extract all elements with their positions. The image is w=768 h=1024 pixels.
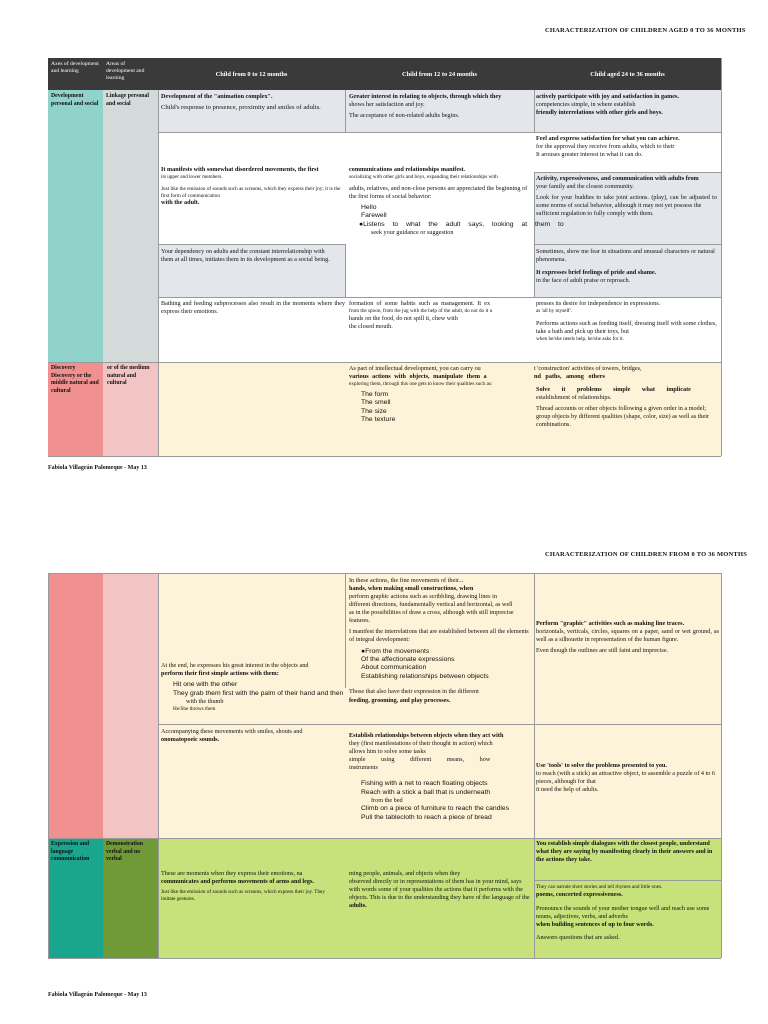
p1-r1c3	[536, 93, 718, 120]
p2-r1c1	[161, 662, 343, 713]
p2-r3c3-text3: poems, concerted expressiveness.	[536, 890, 623, 898]
p2-r3c3	[536, 840, 719, 864]
p2-r2c1-text: Accompanying these movements with smiles, shouts and	[161, 728, 303, 735]
p1-r2c3	[536, 135, 720, 162]
p1-r2c1	[161, 166, 343, 210]
r2c3-title: Feel and express satisfaction for what you can achieve.	[536, 135, 680, 142]
header-0-12: Child from 0 to 12 months	[158, 58, 345, 90]
p2-r3c3-text2: They can narrate short stories and tell rhymes and little ones.	[536, 884, 663, 890]
tools-list	[349, 780, 534, 822]
p2-r1c2-text4: I manifest the interrelations that are established between all the elements of integral development:	[349, 628, 529, 644]
r4c2-text2: from the spoon, from the jug with the help of the adult, do not do it u	[349, 308, 493, 315]
p2-r1c2	[349, 577, 532, 708]
p1-r4c1	[161, 300, 345, 319]
p2-r2c3-text2: to reach (with a stick) an attractive object, to assemble a puzzle of 4 to 6 pieces, although for that	[536, 770, 716, 786]
list-item: They grab them first with the palm of their hand and then	[173, 689, 344, 697]
list-item: Reach with a stick a ball that is underneath	[361, 788, 491, 796]
p2-r2c3-text: Use 'tools' to solve the problems presented to you.	[536, 762, 667, 769]
r4c3-text2: as 'all by myself'.	[536, 308, 572, 315]
p2-r3c3-text4: Pronounce the sounds of your mother tongue well and reach use some nouns, adjectives, verbs, and adverbs	[536, 904, 710, 920]
p2-r3c1-text2: communicates and performs movements of arms and legs.	[161, 878, 314, 886]
header-areas: Areas of development and learning	[103, 58, 158, 90]
r5c2-text3: exploring them, through this one gets to know their qualities such as:	[349, 381, 493, 388]
p2-area-pink	[103, 573, 158, 838]
p2-r3c1-text3: Just like the emission of sounds such as screams, which express their joy. They imitate gestures.	[161, 889, 325, 902]
r1c3-title: actively participate with joy and satisfaction in games.	[536, 93, 679, 100]
r2c2-title: communications and relationships manifest.	[349, 166, 466, 173]
p2-r1c2-text: In these actions, the fine movements of their...	[349, 577, 464, 584]
integral-list	[349, 648, 532, 682]
p1-line	[158, 132, 721, 133]
p2-line	[534, 573, 535, 958]
list-item: Establishing relationships between objects	[361, 672, 489, 680]
animation-complex-text: Child's response to presence, proximity and smiles of adults.	[161, 104, 321, 112]
actions-list	[161, 681, 343, 698]
list-item: The size	[361, 407, 387, 415]
p2-r3c3-text5: when building sentences of up to four words.	[536, 920, 654, 928]
page1-header: CHARACTERIZATION OF CHILDREN AGED 0 TO 36 MONTHS	[545, 27, 746, 34]
r1c2-text: shows her satisfaction and joy.	[349, 101, 425, 109]
p2-line	[158, 724, 345, 725]
r5c2-text2: various actions with objects, manipulate them a	[349, 373, 487, 381]
r1c3-text2: friendly interrelations with other girls and boys.	[536, 109, 663, 117]
r4c3-text4: when he/she needs help, he/she asks for it.	[536, 335, 625, 342]
p2-r1c3	[536, 620, 719, 658]
p2-line	[48, 958, 721, 959]
p2-r3c2-text3: adults.	[349, 902, 367, 910]
list-item: Fishing with a net to reach floating objects	[361, 780, 488, 788]
p2-r2c3	[536, 762, 719, 797]
p1-line	[158, 244, 345, 245]
list-item: The texture	[361, 416, 396, 424]
area-discovery: or of the medium natural and cultural	[103, 362, 158, 456]
p1-line	[48, 362, 721, 363]
r2c1-title: It manifests with somewhat disordered movements, the first	[161, 166, 319, 173]
p1-line	[534, 172, 721, 173]
r3c3-text2: It expresses brief feelings of pride and shame.	[536, 269, 657, 277]
header-axes: Axes of development and learning	[48, 58, 103, 90]
greeting-list	[349, 204, 532, 221]
p1-line	[534, 90, 535, 132]
p2-line	[48, 573, 721, 574]
list-item: Hello	[361, 203, 377, 211]
p1-r2c3b	[536, 175, 726, 221]
p2-r3c2-text2: observed directly or in representations of them has in your mind, says with words some of your qualities the actions that it performs with the objects. This is due to the understanding they have of the language of the	[349, 878, 530, 902]
p2-r1c2-text6: feeding, grooming, and play processes.	[349, 696, 451, 704]
header-12-24: Child from 12 to 24 months	[345, 58, 534, 90]
list-item: seek your guidance or suggestion	[371, 229, 454, 237]
p1-line	[345, 244, 346, 297]
r2c3-text5: sufficient regulation to fully comply with them.	[536, 210, 654, 218]
list-item: Of the affectionate expressions	[361, 655, 455, 663]
r2c3-text4: Look for your buddies to take joint actions. (play), can be adjusted to some norms of social behavior, although it may not yet possess the	[536, 194, 717, 210]
list-item: from the bed	[371, 797, 403, 805]
p1-line	[158, 297, 721, 298]
p2-r1c3-text3: Even though the outlines are still faint and imprecise.	[536, 647, 669, 655]
list-item: with the thumb	[186, 698, 224, 706]
animation-complex-title: Development of the "animation complex".	[161, 93, 273, 100]
axis-personal-social: Development personal and social	[48, 90, 103, 362]
p1-r3c1	[161, 248, 331, 267]
list-item: Farewell	[361, 212, 387, 220]
p2-r1c2-text3: perform graphic actions such as scribbling, drawing lines in different directions, fundamentally vertical and horizontal, as well as in the possibilities of draw a cross, although with still imprecise features.	[349, 593, 514, 625]
p2-axis-pink	[48, 573, 103, 838]
r4c2-text: formation of some habits such as management. It ex	[349, 300, 491, 307]
p2-line	[48, 838, 721, 839]
p2-r2c1-text2: onomatopoeic sounds.	[161, 736, 220, 744]
r3c3-text3: in the face of adult praise or reproach.	[536, 277, 631, 285]
r2c2-text2: adults, relatives, and non-close persons are appreciated the beginning of the first forms of social behavior:	[349, 184, 528, 200]
p2-r2c1	[161, 728, 343, 747]
qualities-list	[349, 391, 534, 425]
r4c2-text3: hands on the food, do not spill it, chew with the closed mouth.	[349, 314, 458, 330]
r2c3-text: for the approval they receive from adults, which to their	[536, 143, 675, 151]
axis-expression: Expression and language communication	[48, 838, 103, 958]
p1-r3c3	[536, 248, 718, 288]
p2-line	[534, 880, 721, 881]
list-item: Climb on a piece of furniture to reach the candles	[361, 805, 510, 813]
p2-r2c3-text3: it need the help of adults.	[536, 786, 599, 794]
p1-r2c2	[349, 166, 564, 237]
p2-line	[345, 724, 721, 725]
p1-line	[721, 58, 722, 456]
area-linkage: Linkage personal and social	[103, 90, 158, 362]
p2-r2c2-text: Establish relationships between objects when they act with	[349, 732, 504, 739]
list-item: The smell	[361, 399, 391, 407]
r5c3-text2: nd paths, among others	[534, 373, 605, 381]
p2-r3c2-text: ming people, animals, and objects when they	[349, 870, 461, 877]
r3c3-text: Sometimes, show me fear in situations and unusual characters or natural phenomena.	[536, 248, 715, 264]
r5c3-text3: Solve it problems simple what implicate	[536, 386, 691, 394]
p1-r5c3	[534, 365, 718, 432]
p2-r1c3-text2: horizontals, verticals, circles, squares on a paper, sand or wet ground, as well as a silhouette in representation of the human figure.	[536, 628, 719, 644]
r4c3-text3: Performs actions such as feeding itself, dressing itself with some clothes, take a bath and pick up their toys, but	[536, 319, 717, 335]
r1c2-text2: The acceptance of non-related adults begins.	[349, 112, 460, 120]
p2-r3c3-text: You establish simple dialogues with the closest people, understand what they are saying by manifesting clearly in their answers and in the actions they take.	[536, 840, 713, 864]
page2-footer: Fabiola Villagrán Palomeque - May 13	[48, 992, 147, 998]
r2c1-text: its upper and lower members.	[161, 174, 223, 181]
r2c3-text2: It arouses greater interest in what it can do.	[536, 151, 643, 159]
area-demonstration: Demonstration verbal and no verbal	[103, 838, 158, 958]
r2c3-title2: Activity, expressiveness, and communication with adults from	[536, 175, 699, 182]
p2-line	[721, 573, 722, 958]
p2-r3c1	[161, 870, 349, 906]
p1-line	[158, 90, 159, 456]
p1-r1c1	[161, 93, 343, 116]
r3c1-text: Your dependency on adults and the constant interrelationship with them at all times, initiates them in its development as a social being.	[161, 248, 330, 264]
p2-r3c3b	[536, 884, 720, 945]
r2c1-text3: with the adult.	[161, 199, 200, 207]
r5c3-text4: establishment of relationships.	[536, 394, 612, 402]
r1c2-title: Greater interest in relating to objects, through which they	[349, 93, 502, 100]
list-item: Pull the tablecloth to reach a piece of bread	[361, 813, 492, 821]
p2-r2c2-text3: simple using different means, how instruments	[349, 756, 491, 772]
p2-r3c2	[349, 870, 532, 913]
p2-r3c3-text6: Answers questions that are asked.	[536, 934, 620, 941]
p2-line	[158, 573, 159, 958]
list-item: Hit one with the other	[173, 681, 238, 689]
r2c1-text2: Just like the emission of sounds such as screams, which they express their joy; it is the first form of communication	[161, 185, 341, 199]
page2-header: CHARACTERIZATION OF CHILDREN FROM 0 TO 36 MONTHS	[545, 551, 748, 558]
r4c1-text: Bathing and feeding subprocesses also result in the moments where they express their emotions.	[161, 300, 345, 316]
p2-line	[345, 573, 346, 688]
r2c2-text: socializing with other girls and boys, expanding their relationships with	[349, 174, 498, 181]
p1-r1c2	[349, 93, 532, 123]
p2-line	[48, 573, 49, 958]
list-item: ●From the movements	[361, 647, 430, 655]
header-24-36: Child aged 24 to 36 months	[534, 58, 721, 90]
p1-line	[345, 90, 346, 132]
p1-line	[48, 456, 721, 457]
list-item: The form	[361, 390, 389, 398]
p2-r3c1-text: These are moments when they express their emotions, na	[161, 870, 303, 877]
p2-r1c1-text: At the end, he expresses his great interest in the objects and	[161, 662, 309, 669]
p1-r4c3	[536, 300, 718, 346]
r4c3-text: presses its desire for independence in expressions.	[536, 300, 661, 307]
axis-discovery: Discovery Discovery or the middle natural and cultural	[48, 362, 103, 456]
p2-r1c2-text2: hands, when making small constructions, when	[349, 585, 474, 593]
list-item: ●Listens to what the adult says, looking at them to	[359, 220, 564, 228]
p2-r1c2-text5: Those that also have their expression in the different	[349, 688, 479, 696]
list-item: About communication	[361, 664, 427, 672]
p2-r1c1-text2: perform their first simple actions with them:	[161, 670, 279, 678]
p1-line	[534, 244, 721, 245]
p1-r4c2	[349, 300, 534, 334]
r5c3-text5: Thread accounts or other objects following a given order in a model; group objects by different qualities (shape, color, size) as well as their combinations.	[536, 405, 710, 429]
r1c3-text: competencies simple, in where establish	[536, 101, 636, 109]
r2c3-text3: your family and the closest community.	[536, 183, 634, 191]
page1-footer: Fabiola Villagrán Palomeque - May 13	[48, 465, 147, 471]
p1-r5c2	[349, 365, 534, 425]
p2-r1c3-text: Perform "graphic" activities such as making line traces.	[536, 620, 685, 627]
p2-r2c2-text2: they (first manifestations of their thought in action) which allows him to solve some tasks	[349, 740, 493, 756]
list-item: He/She throws them	[173, 706, 216, 713]
p1-line	[534, 172, 535, 297]
r5c3-text: t 'construction' activities of towers, bridges,	[534, 365, 642, 372]
r5c2-text: As part of intellectual development, you can carry ou	[349, 365, 481, 372]
p2-r2c2	[349, 732, 534, 822]
